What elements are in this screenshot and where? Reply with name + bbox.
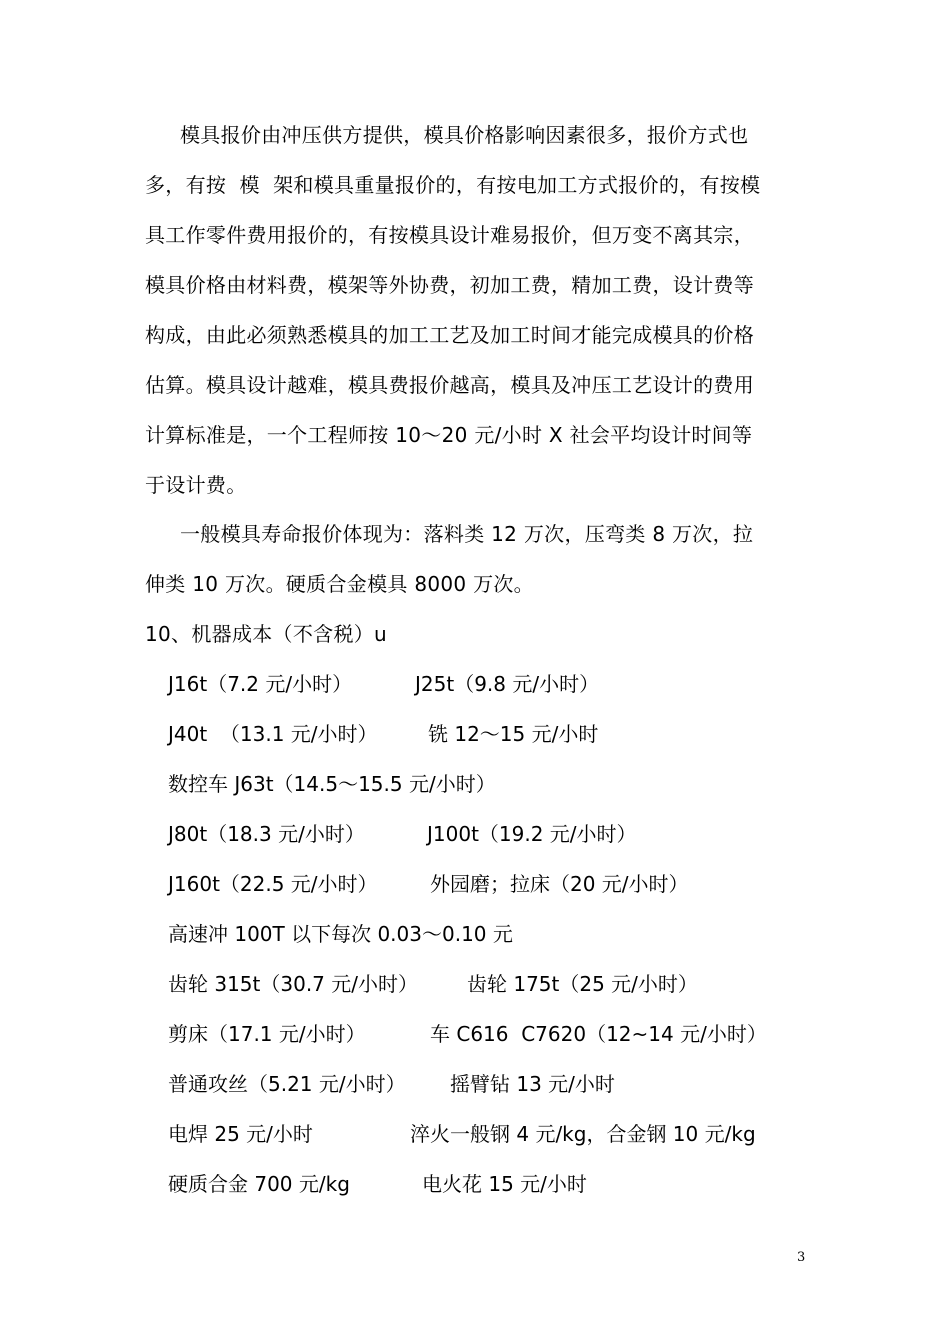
- section-heading: 10、机器成本（不含税）u: [145, 622, 388, 646]
- machine-cost-item: 淬火一般钢 4 元/kg，合金钢 10 元/kg: [410, 1122, 756, 1146]
- paragraph2-line-2: 伸类 10 万次。硬质合金模具 8000 万次。: [145, 572, 534, 596]
- machine-cost-item: J40t （13.1 元/小时）: [168, 722, 378, 746]
- paragraph2-line-1: 一般模具寿命报价体现为：落料类 12 万次，压弯类 8 万次，拉: [180, 522, 754, 546]
- machine-cost-item: 外园磨；拉床（20 元/小时）: [430, 872, 689, 896]
- machine-cost-item: J100t（19.2 元/小时）: [427, 822, 637, 846]
- machine-cost-item: 铣 12～15 元/小时: [428, 722, 599, 746]
- machine-cost-item: 电火花 15 元/小时: [422, 1172, 587, 1196]
- paragraph1-line-1: 模具报价由冲压供方提供，模具价格影响因素很多，报价方式也: [180, 123, 749, 147]
- machine-cost-item: J80t（18.3 元/小时）: [168, 822, 365, 846]
- page-number: 3: [797, 1250, 806, 1265]
- machine-row: [168, 821, 868, 847]
- machine-row: [168, 1171, 868, 1197]
- machine-cost-item: J25t（9.8 元/小时）: [415, 672, 600, 696]
- machine-cost-item: 硬质合金 700 元/kg: [168, 1172, 350, 1196]
- machine-row: [168, 871, 868, 897]
- machine-cost-item: 车 C616 C7620（12~14 元/小时）: [430, 1022, 767, 1046]
- paragraph1-line-3: 具工作零件费用报价的，有按模具设计难易报价，但万变不离其宗，: [145, 223, 754, 247]
- machine-row: [168, 921, 868, 947]
- paragraph1-line-6: 估算。模具设计越难，模具费报价越高，模具及冲压工艺设计的费用: [145, 373, 754, 397]
- paragraph1-line-5: 构成，由此必须熟悉模具的加工工艺及加工时间才能完成模具的价格: [145, 323, 754, 347]
- machine-cost-item: 摇臂钻 13 元/小时: [450, 1072, 615, 1096]
- machine-cost-item: 高速冲 100T 以下每次 0.03～0.10 元: [168, 922, 513, 946]
- machine-cost-item: 普通攻丝（5.21 元/小时）: [168, 1072, 406, 1096]
- paragraph1-line-7: 计算标准是，一个工程师按 10～20 元/小时 X 社会平均设计时间等: [145, 423, 753, 447]
- machine-row: [168, 771, 868, 797]
- machine-cost-item: 齿轮 315t（30.7 元/小时）: [168, 972, 418, 996]
- machine-row: [168, 1071, 868, 1097]
- paragraph1-line-2: 多，有按 模 架和模具重量报价的，有按电加工方式报价的，有按模: [145, 173, 761, 197]
- machine-cost-item: 剪床（17.1 元/小时）: [168, 1022, 366, 1046]
- machine-cost-item: 数控车 J63t（14.5～15.5 元/小时）: [168, 772, 496, 796]
- machine-row: [168, 721, 868, 747]
- machine-cost-item: J160t（22.5 元/小时）: [168, 872, 378, 896]
- machine-cost-item: 电焊 25 元/小时: [168, 1122, 313, 1146]
- machine-row: [168, 971, 868, 997]
- paragraph1-line-4: 模具价格由材料费，模架等外协费，初加工费，精加工费，设计费等: [145, 273, 754, 297]
- machine-row: [168, 671, 868, 697]
- machine-row: [168, 1021, 868, 1047]
- machine-row: [168, 1121, 868, 1147]
- machine-cost-item: J16t（7.2 元/小时）: [168, 672, 353, 696]
- paragraph1-line-8: 于设计费。: [145, 473, 247, 497]
- machine-cost-item: 齿轮 175t（25 元/小时）: [467, 972, 698, 996]
